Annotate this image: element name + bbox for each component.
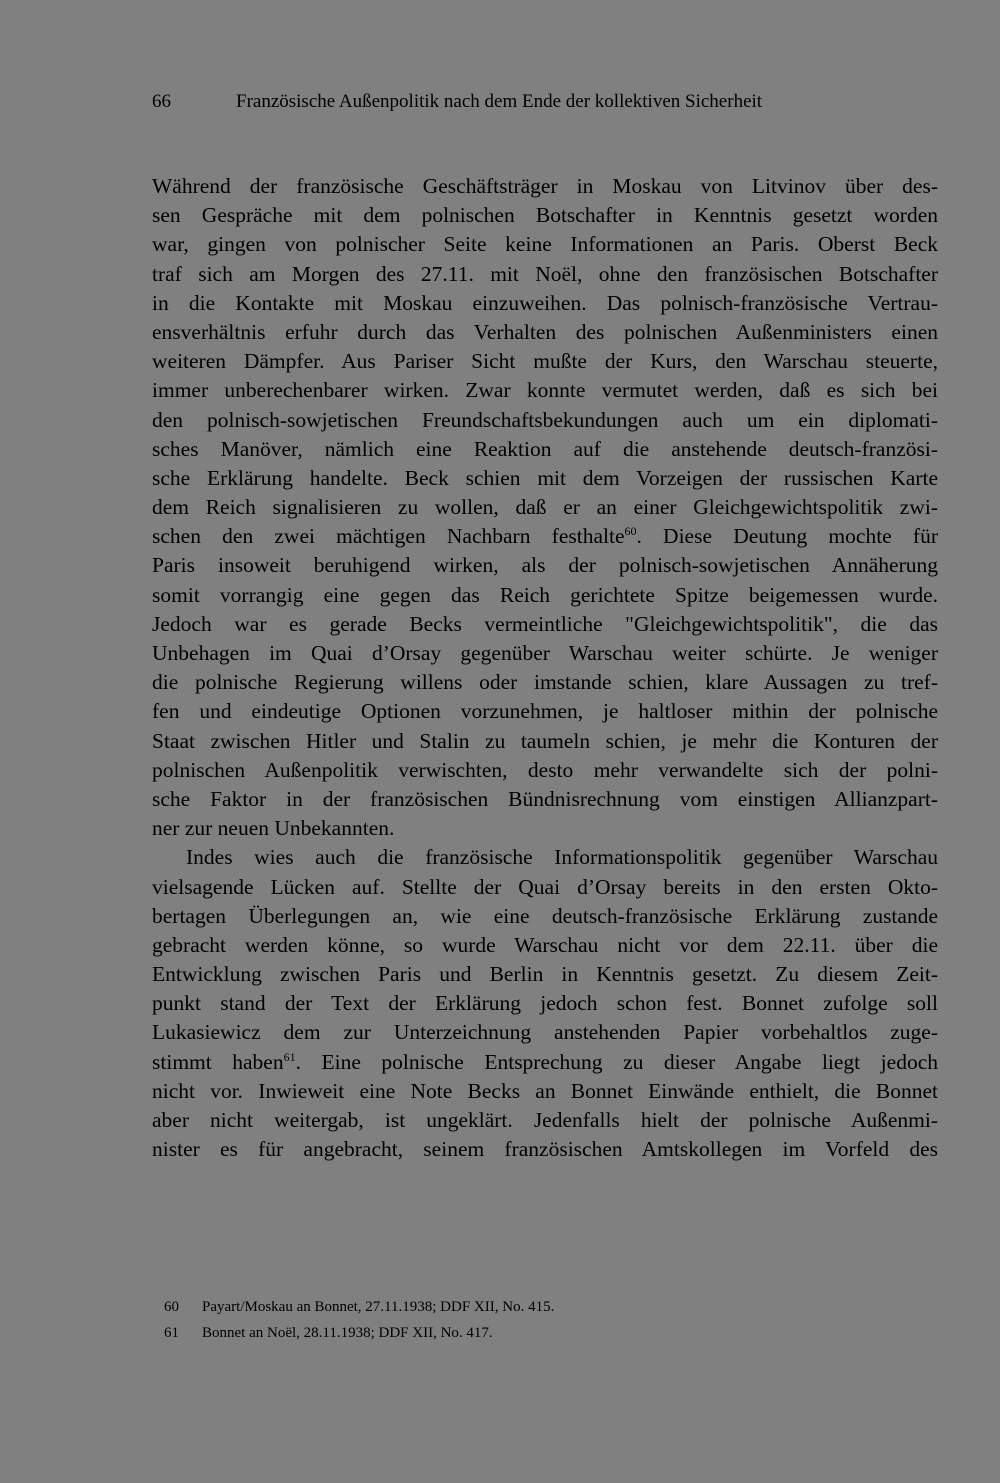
text-line: [152, 522, 938, 551]
text-segment: schen den zwei mächtigen Nachbarn festhalte: [152, 524, 625, 549]
footnote-ref-61[interactable]: 61: [283, 1049, 296, 1064]
text-line: sche Erklärung handelte. Beck schien mit dem Vorzeigen der russischen Karte: [152, 465, 938, 490]
text-segment: stimmt haben: [152, 1049, 284, 1074]
text-line: Paris insoweit beruhigend wirken, als der polnisch-sowjetischen Annäherung: [152, 553, 938, 578]
text-line: punkt stand der Text der Erklärung jedoch schon fest. Bonnet zufolge soll: [152, 991, 938, 1016]
text-segment: . Eine polnische Entsprechung zu dieser Angabe liegt jedoch: [295, 1049, 938, 1074]
text-line: sen Gespräche mit dem polnischen Botschafter in Kenntnis gesetzt worden: [152, 203, 938, 228]
text-line: gebracht werden könne, so wurde Warschau nicht vor dem 22.11. über die: [152, 932, 938, 957]
text-line: Unbehagen im Quai d’Orsay gegenüber Warschau weiter schürte. Je weniger: [152, 641, 938, 665]
paragraph-2: [152, 843, 938, 1164]
body-text: [152, 172, 938, 1164]
text-line: vielsagende Lücken auf. Stellte der Quai d’Orsay bereits in den ersten Okto-: [152, 874, 938, 899]
footnote-text: Payart/Moskau an Bonnet, 27.11.1938; DDF XII, No. 415.: [202, 1299, 555, 1315]
text-line: den polnisch-sowjetischen Freundschaftsbekundungen auch um ein diplomati-: [152, 407, 938, 432]
text-line: die polnische Regierung willens oder imstande schien, klare Aussagen zu tref-: [152, 670, 938, 695]
text-line: Lukasiewicz dem zur Unterzeichnung anstehenden Papier vorbehaltlos zuge-: [152, 1020, 938, 1045]
text-line: somit vorrangig eine gegen das Reich gerichtete Spitze beigemessen wurde.: [152, 582, 938, 607]
text-line: immer unberechenbarer wirken. Zwar konnte vermutet werden, daß es sich bei: [152, 378, 938, 403]
text-line: nicht vor. Inwieweit eine Note Becks an Bonnet Einwände enthielt, die Bonnet: [152, 1078, 938, 1103]
text-line: weiteren Dämpfer. Aus Pariser Sicht mußte der Kurs, den Warschau steuerte,: [152, 349, 938, 374]
paragraph-1: [152, 172, 938, 843]
footnote-text: Bonnet an Noël, 28.11.1938; DDF XII, No. 417.: [202, 1325, 493, 1341]
footnote-60: [164, 1294, 864, 1320]
text-line: ner zur neuen Unbekannten.: [152, 816, 395, 841]
text-line: [152, 1048, 938, 1077]
text-line: bertagen Überlegungen an, wie eine deutsch-französische Erklärung zustande: [152, 903, 938, 928]
text-line: nister es für angebracht, seinem französischen Amtskollegen im Vorfeld des: [152, 1137, 938, 1162]
running-title: Französische Außenpolitik nach dem Ende der kollektiven Sicherheit: [236, 91, 763, 112]
text-line: dem Reich signalisieren zu wollen, daß er an einer Gleichgewichtspolitik zwi-: [152, 495, 938, 520]
running-head: [152, 88, 942, 116]
text-line: in die Kontakte mit Moskau einzuweihen. Das polnisch-französische Vertrau-: [152, 290, 938, 315]
text-line: sches Manöver, nämlich eine Reaktion auf die anstehende deutsch-französi-: [152, 436, 938, 461]
text-line: Indes wies auch die französische Informationspolitik gegenüber Warschau: [186, 845, 938, 870]
text-line: fen und eindeutige Optionen vorzunehmen, je haltloser mithin der polnische: [152, 699, 938, 724]
text-line: war, gingen von polnischer Seite keine Informationen an Paris. Oberst Beck: [152, 232, 938, 257]
text-line: Während der französische Geschäftsträger in Moskau von Litvinov über des-: [152, 174, 938, 198]
text-line: ensverhältnis erfuhr durch das Verhalten des polnischen Außenministers einen: [152, 319, 938, 344]
text-line: Entwicklung zwischen Paris und Berlin in Kenntnis gesetzt. Zu diesem Zeit-: [152, 962, 938, 987]
page-number: 66: [152, 91, 171, 112]
text-line: traf sich am Morgen des 27.11. mit Noël, ohne den französischen Botschafter: [152, 261, 938, 286]
text-line: Staat zwischen Hitler und Stalin zu taumeln schien, je mehr die Konturen der: [152, 728, 938, 753]
footnotes: [164, 1294, 864, 1346]
text-line: sche Faktor in der französischen Bündnisrechnung vom einstigen Allianzpart-: [152, 786, 938, 811]
text-line: aber nicht weitergab, ist ungeklärt. Jedenfalls hielt der polnische Außenmi-: [152, 1108, 938, 1132]
text-segment: . Diese Deutung mochte für: [636, 524, 938, 549]
text-line: polnischen Außenpolitik verwischten, desto mehr verwandelte sich der polni-: [152, 757, 938, 782]
footnote-61: [164, 1320, 864, 1346]
footnote-ref-60[interactable]: 60: [624, 524, 637, 539]
text-line: Jedoch war es gerade Becks vermeintliche "Gleichgewichtspolitik", die das: [152, 611, 938, 636]
footnote-number: 61: [164, 1325, 179, 1341]
footnote-number: 60: [164, 1299, 179, 1315]
